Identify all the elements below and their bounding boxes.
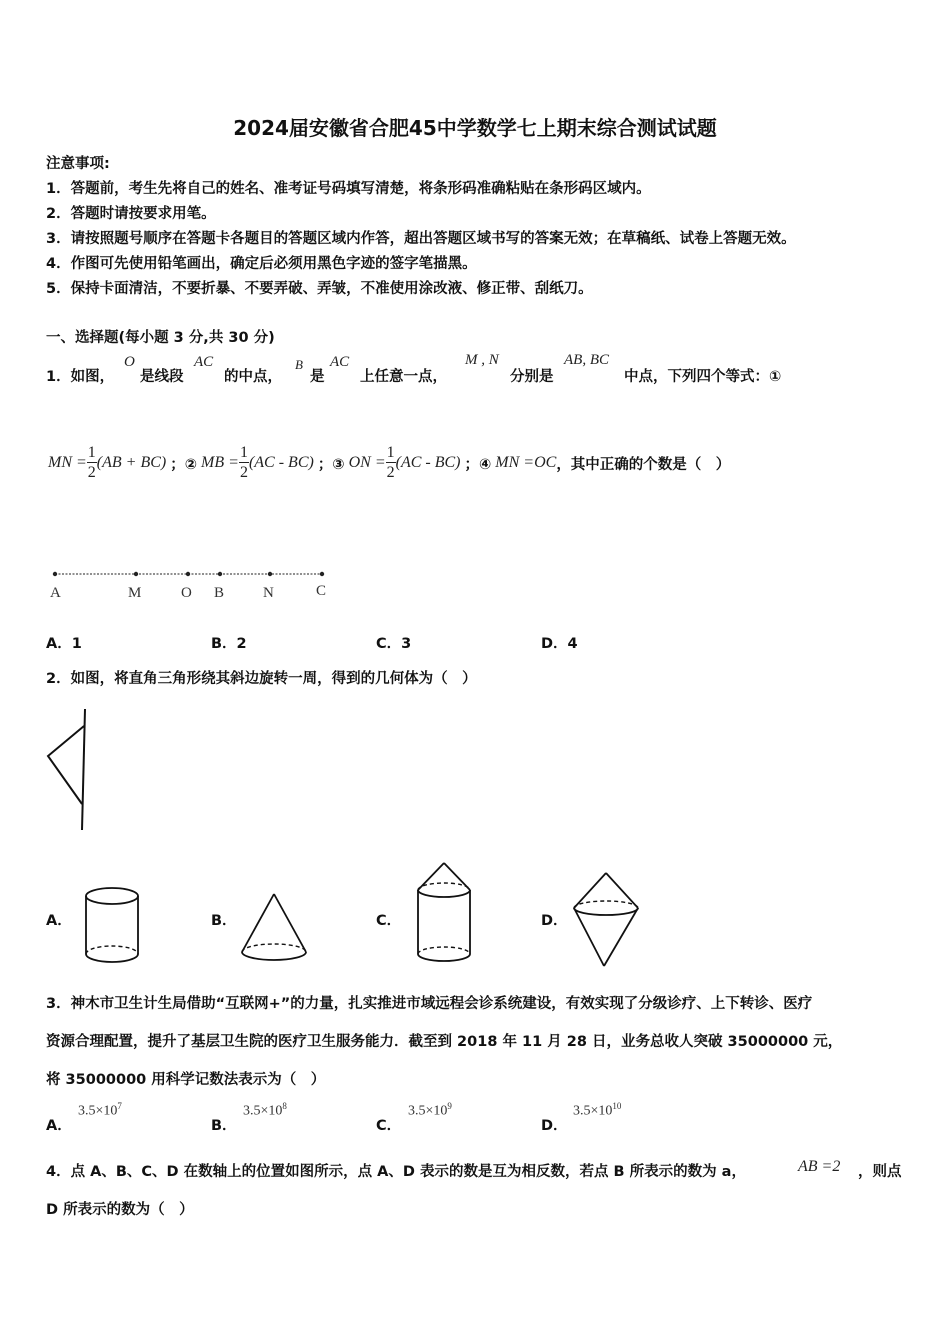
- triangle-legs: [48, 726, 84, 804]
- point-b: [218, 572, 222, 576]
- cylinder-top-front: [418, 890, 470, 897]
- q2-option-d[interactable]: D．: [541, 913, 568, 929]
- cone-shape: [238, 890, 310, 966]
- eq2-rhs: (AC - BC): [248, 454, 314, 471]
- point-o: [186, 572, 190, 576]
- eq1-rhs: (AB + BC): [96, 454, 167, 471]
- label-m: M: [128, 585, 142, 601]
- q3-option-d[interactable]: D．: [541, 1118, 568, 1134]
- cylinder-bottom-hidden: [86, 946, 138, 954]
- lower-cone-side: [574, 908, 604, 966]
- q3-line: 将 35000000 用科学记数法表示为（ ）: [46, 1072, 326, 1088]
- exponent: 8: [282, 1101, 287, 1111]
- cylinder-shape: [78, 884, 148, 968]
- middle-ellipse-hidden: [574, 901, 638, 908]
- upper-cone-side: [606, 873, 638, 908]
- notice-item: 4．作图可先使用铅笔画出，确定后必须用黑色字迹的签字笔描黑。: [46, 256, 477, 272]
- q1-option-c[interactable]: C．3: [376, 636, 412, 652]
- q3-option-b[interactable]: B．: [211, 1118, 237, 1134]
- q3-line: 3．神木市卫生计生局借助“互联网+”的力量，扎实推进市域远程会诊系统建设，有效实现了分级诊疗、上下转诊、医疗: [46, 996, 813, 1012]
- notice-item: 1．答题前，考生先将自己的姓名、准考证号码填写清楚，将条形码准确粘贴在条形码区域内。: [46, 181, 651, 197]
- q1-math-abbc: AB, BC: [564, 352, 609, 368]
- q3-option-a-value: [78, 1101, 122, 1120]
- frac-num: 1: [87, 444, 96, 461]
- eq-sep: ；④: [464, 456, 492, 473]
- q2-option-c[interactable]: C．: [376, 913, 402, 929]
- q4-line: 4．点 A、B、C、D 在数轴上的位置如图所示，点 A、D 表示的数是互为相反数，若点 B 所表示的数为 a，: [46, 1164, 746, 1180]
- cylinder-top: [86, 888, 138, 904]
- q1-option-b[interactable]: B．2: [211, 636, 247, 652]
- point-c: [320, 572, 324, 576]
- notice-item: 2．答题时请按要求用笔。: [46, 206, 216, 222]
- cylinder-bottom-hidden: [418, 947, 470, 954]
- frac-den: 2: [239, 464, 248, 481]
- q1-option-a[interactable]: A．1: [46, 636, 82, 652]
- upper-cone-side: [574, 873, 606, 908]
- q1-text: 上任意一点，: [360, 369, 447, 385]
- q1-math-ac2: AC: [330, 354, 350, 370]
- lower-cone-side: [604, 908, 638, 966]
- q3-option-d-value: [573, 1101, 621, 1120]
- q3-option-b-value: [243, 1101, 287, 1120]
- q2-option-b[interactable]: B．: [211, 913, 237, 929]
- eq1-frac: [87, 445, 97, 481]
- cylinder-bottom: [418, 954, 470, 961]
- middle-ellipse: [574, 908, 638, 915]
- cone-side: [242, 894, 274, 952]
- frac-den: 2: [87, 464, 96, 481]
- label-a: A: [50, 585, 61, 601]
- q3-option-a[interactable]: A．: [46, 1118, 72, 1134]
- q1-equations: [48, 438, 730, 488]
- q4-math-ab: AB =2: [798, 1158, 841, 1175]
- cone-base-hidden: [242, 944, 306, 952]
- q1-text: 1．如图，: [46, 369, 115, 385]
- notice-item: 5．保持卡面清洁，不要折暴、不要弄破、弄皱，不准使用涂改液、修正带、刮纸刀。: [46, 281, 593, 297]
- q1-math-o: O: [124, 354, 135, 370]
- q1-text: 中点，下列四个等式：①: [624, 369, 782, 385]
- times: ×10: [425, 1103, 448, 1119]
- q2-text: 2．如图，将直角三角形绕其斜边旋转一周，得到的几何体为（ ）: [46, 671, 477, 687]
- mantissa: 3.5: [78, 1103, 96, 1119]
- cone-side: [274, 894, 306, 952]
- q1-text: 分别是: [510, 369, 554, 385]
- eq3-rhs: (AC - BC): [395, 454, 461, 471]
- section-heading: 一、选择题(每小题 3 分,共 30 分): [46, 330, 275, 346]
- q1-math-mn: M , N: [465, 352, 499, 368]
- mantissa: 3.5: [573, 1103, 591, 1119]
- q1-option-d[interactable]: D．4: [541, 636, 578, 652]
- cylinder-cone-shape: [410, 860, 478, 968]
- times: ×10: [590, 1103, 613, 1119]
- label-o: O: [181, 585, 192, 601]
- cylinder-bottom: [86, 954, 138, 962]
- q4-line: D 所表示的数为（ ）: [46, 1202, 194, 1218]
- eq1-lhs: MN =: [48, 454, 87, 471]
- eq-sep: ；③: [317, 456, 345, 473]
- label-n: N: [263, 585, 274, 601]
- times: ×10: [260, 1103, 283, 1119]
- q4-line: ，则点: [858, 1164, 902, 1180]
- q1-text: 是线段: [140, 369, 184, 385]
- times: ×10: [95, 1103, 118, 1119]
- eq2-frac: [239, 445, 249, 481]
- notice-item: 3．请按照题号顺序在答题卡各题目的答题区域内作答，超出答题区域书写的答案无效；在草稿纸、试卷上答题无效。: [46, 231, 796, 247]
- eq2-lhs: MB =: [201, 454, 239, 471]
- page-title: 2024届安徽省合肥45中学数学七上期末综合测试试题: [233, 116, 717, 140]
- cylinder-top-hidden: [418, 883, 470, 890]
- label-b: B: [214, 585, 225, 601]
- eq3-frac: [386, 445, 396, 481]
- double-cone-shape: [570, 870, 642, 970]
- q1-math-ac: AC: [194, 354, 214, 370]
- frac-den: 2: [386, 464, 395, 481]
- q3-option-c-value: [408, 1101, 452, 1120]
- eq4: MN =OC: [495, 454, 557, 471]
- q1-text: 的中点，: [224, 369, 282, 385]
- q3-line: 资源合理配置，提升了基层卫生院的医疗卫生服务能力．截至到 2018 年 11 月 28 日，业务总收人突破 35000000 元，: [46, 1034, 843, 1050]
- q2-option-a[interactable]: A．: [46, 913, 72, 929]
- q2-triangle-figure: [42, 706, 97, 834]
- q1-tail: ，其中正确的个数是（ ）: [556, 456, 731, 473]
- exponent: 9: [447, 1101, 452, 1111]
- q1-segment-figure: [40, 562, 340, 604]
- point-a: [53, 572, 57, 576]
- q1-math-b: B: [295, 357, 303, 372]
- mantissa: 3.5: [408, 1103, 426, 1119]
- q3-option-c[interactable]: C．: [376, 1118, 402, 1134]
- eq3-lhs: ON =: [348, 454, 386, 471]
- label-c: C: [316, 583, 327, 599]
- exponent: 7: [117, 1101, 122, 1111]
- frac-num: 1: [386, 444, 395, 461]
- notice-heading: 注意事项:: [46, 156, 110, 172]
- point-m: [134, 572, 138, 576]
- q1-text: 是: [310, 369, 325, 385]
- point-n: [268, 572, 272, 576]
- exponent: 10: [612, 1101, 622, 1111]
- cone-base: [242, 952, 306, 960]
- mantissa: 3.5: [243, 1103, 261, 1119]
- cone-side: [418, 863, 444, 890]
- eq-sep: ；②: [170, 456, 198, 473]
- frac-num: 1: [239, 444, 248, 461]
